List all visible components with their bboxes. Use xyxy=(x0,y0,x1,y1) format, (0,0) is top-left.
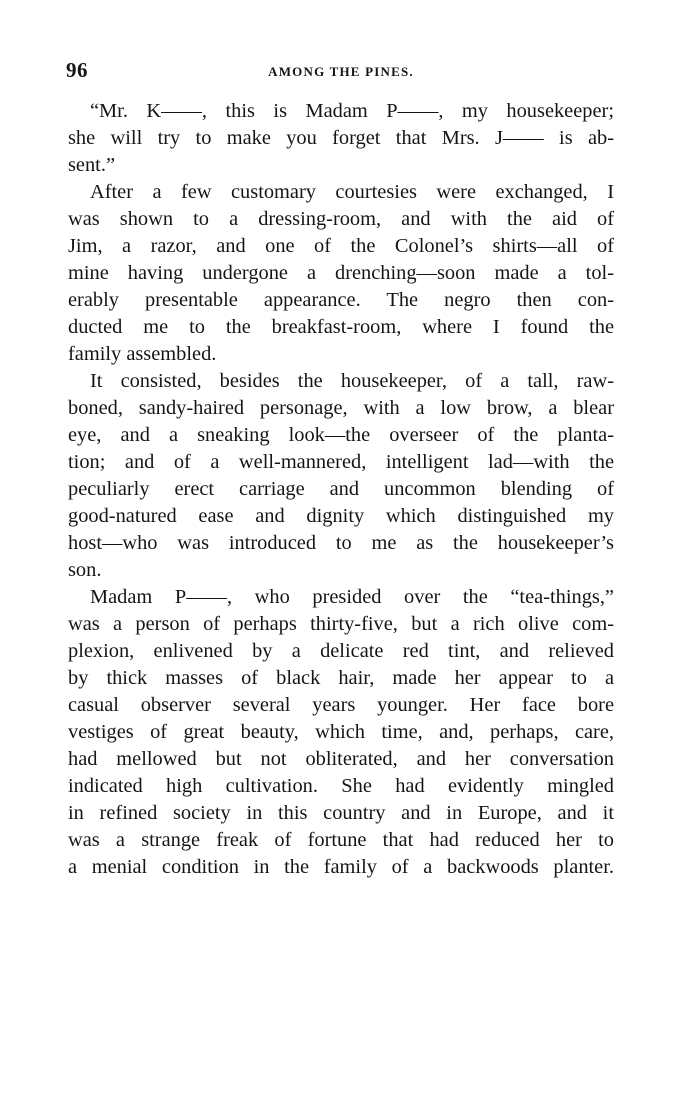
text-line: was a strange freak of fortune that had reduced her to xyxy=(68,829,614,851)
text-line: It consisted, besides the housekeeper, of a tall, raw- xyxy=(90,370,614,392)
running-title: AMONG THE PINES. xyxy=(268,64,414,79)
text-line: eye, and a sneaking look—the overseer of the planta- xyxy=(68,424,614,446)
text-line: mine having undergone a drenching—soon made a tol- xyxy=(68,262,614,284)
text-line: ducted me to the breakfast-room, where I found the xyxy=(68,316,614,338)
text-line: a menial condition in the family of a backwoods planter. xyxy=(68,856,614,878)
text-line: was shown to a dressing-room, and with the aid of xyxy=(68,208,614,230)
text-line: vestiges of great beauty, which time, and, perhaps, care, xyxy=(68,721,614,743)
body-text xyxy=(68,98,614,881)
text-line: After a few customary courtesies were exchanged, I xyxy=(90,181,614,203)
text-line: tion; and of a well-mannered, intelligent lad—with the xyxy=(68,451,614,473)
text-line: she will try to make you forget that Mrs. J—— is ab- xyxy=(68,127,614,149)
text-line: in refined society in this country and in Europe, and it xyxy=(68,802,614,824)
page-header xyxy=(66,58,616,88)
text-line: plexion, enlivened by a delicate red tint, and relieved xyxy=(68,640,614,662)
text-line: “Mr. K——, this is Madam P——, my housekeeper; xyxy=(90,100,614,122)
text-line: indicated high cultivation. She had evidently mingled xyxy=(68,775,614,797)
text-line: good-natured ease and dignity which distinguished my xyxy=(68,505,614,527)
text-line: was a person of perhaps thirty-five, but a rich olive com- xyxy=(68,613,614,635)
text-line: son. xyxy=(68,559,102,581)
text-line: Jim, a razor, and one of the Colonel’s shirts—all of xyxy=(68,235,614,257)
text-line: family assembled. xyxy=(68,343,217,365)
text-line: had mellowed but not obliterated, and her conversation xyxy=(68,748,614,770)
text-line: Madam P——, who presided over the “tea-things,” xyxy=(90,586,614,608)
text-line: erably presentable appearance. The negro then con- xyxy=(68,289,614,311)
page-number: 96 xyxy=(66,58,88,82)
text-line: peculiarly erect carriage and uncommon blending of xyxy=(68,478,614,500)
text-line: boned, sandy-haired personage, with a low brow, a blear xyxy=(68,397,614,419)
text-line: host—who was introduced to me as the housekeeper’s xyxy=(68,532,614,554)
text-line: casual observer several years younger. Her face bore xyxy=(68,694,614,716)
text-line: by thick masses of black hair, made her appear to a xyxy=(68,667,614,689)
text-line: sent.” xyxy=(68,154,115,176)
